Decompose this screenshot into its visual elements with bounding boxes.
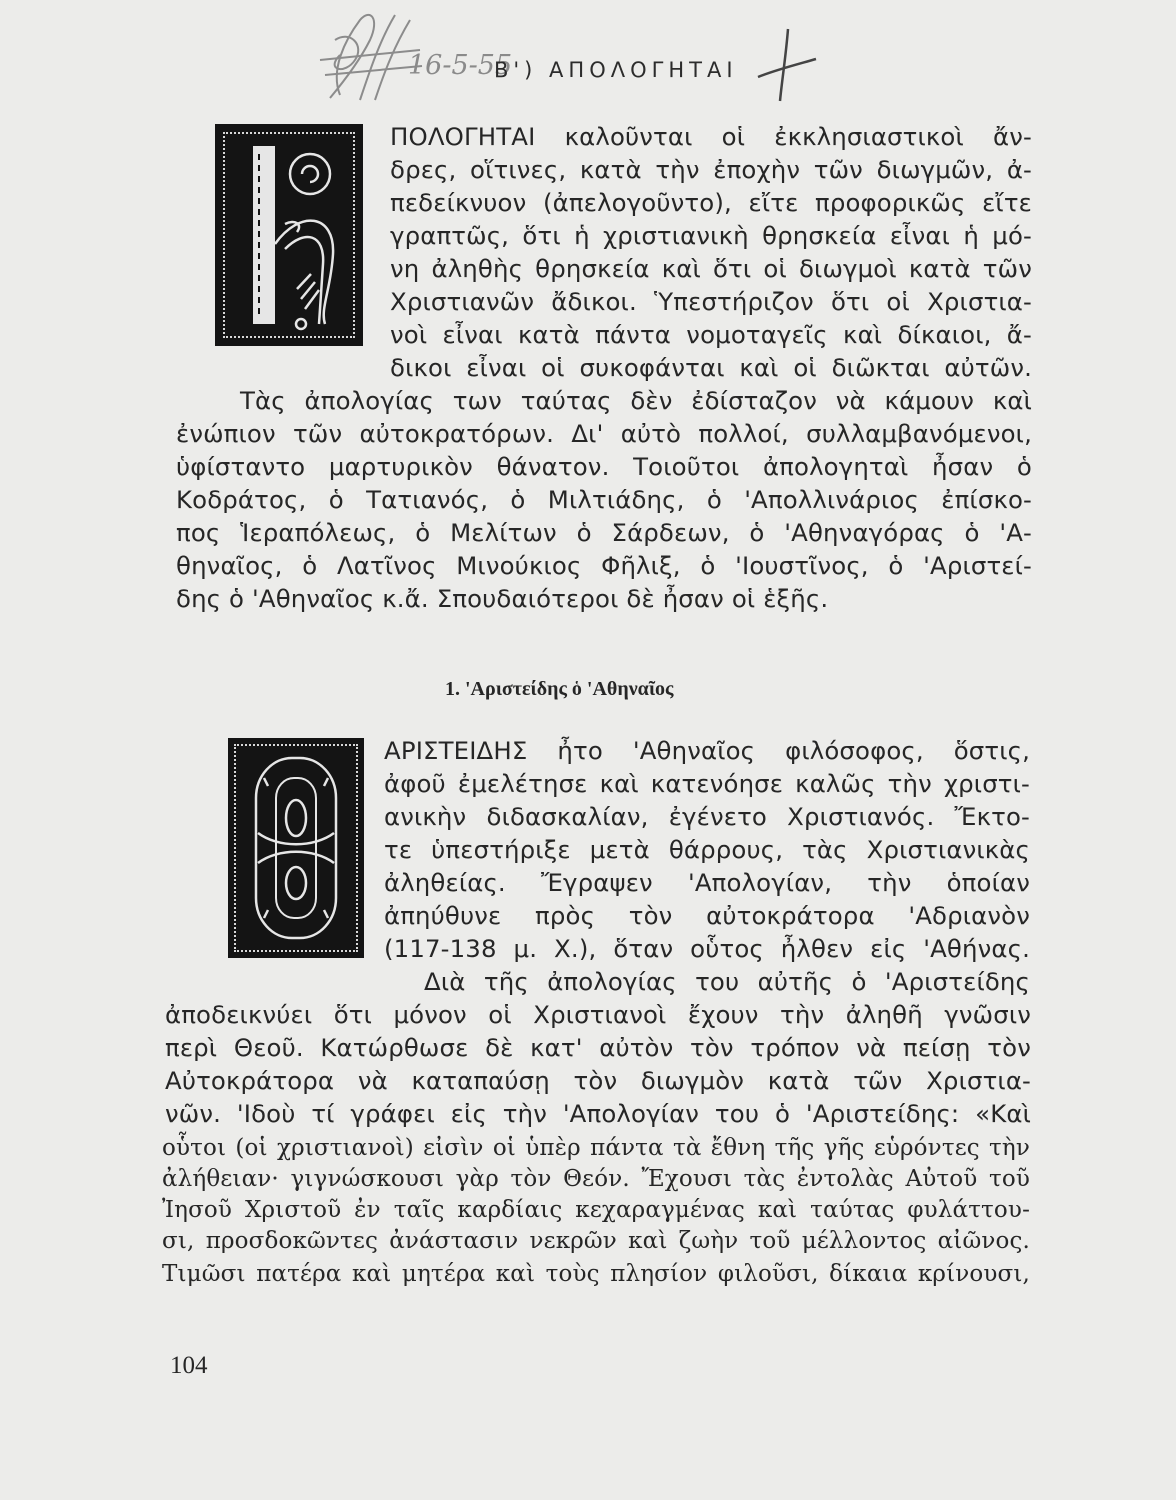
section-1-paragraph-line: Αὐτοκράτορα νὰ καταπαύσῃ τὸν διωγμὸν κατὰ τῶν Χριστια-: [165, 1066, 1031, 1095]
intro-paragraph-line: πος Ἱεραπόλεως, ὁ Μελίτων ὁ Σάρδεων, ὁ 'Αθηναγόρας ὁ 'Α-: [176, 518, 1032, 547]
section-1-paragraph-line: ἀφοῦ ἐμελέτησε καὶ κατενόησε καλῶς τὴν χριστι-: [384, 769, 1030, 798]
section-1-paragraph-line: ἀποδεικνύει ὅτι μόνον οἱ Χριστιανοὶ ἔχουν τὴν ἀληθῆ γνῶσιν: [165, 1000, 1031, 1029]
intro-paragraph-line: γραπτῶς, ὅτι ἡ χριστιανικὴ θρησκεία εἶναι ἡ μό-: [390, 221, 1032, 250]
intro-paragraph-line: νη ἀληθὴς θρησκεία καὶ ὅτι οἱ διωγμοὶ κατὰ τῶν: [390, 254, 1032, 283]
section-1-paragraph-line: Τιμῶσι πατέρα καὶ μητέρα καὶ τοὺς πλησίον φιλοῦσι, δίκαια κρίνουσι,: [162, 1261, 1030, 1287]
section-1-paragraph-line: ανικὴν διδασκαλίαν, ἐγένετο Χριστιανός. Ἔκτο-: [384, 802, 1030, 831]
section-1-paragraph-line: τε ὑπεστήριξε μετὰ θάρρους, τὰς Χριστιανικὰς: [384, 835, 1030, 864]
section-1-paragraph-line: νῶν. 'Ιδοὺ τί γράφει εἰς τὴν 'Απολογίαν του ὁ 'Αριστείδης: «Καὶ: [165, 1099, 1031, 1128]
intro-paragraph-line: Χριστιανῶν ἄδικοι. Ὑπεστήριζον ὅτι οἱ Χριστια-: [390, 287, 1032, 316]
page-header-title: Β') ΑΠΟΛΟΓΗΤΑΙ: [494, 58, 738, 82]
section-heading: 1. 'Αριστείδης ὁ 'Αθηναῖος: [445, 678, 674, 700]
section-1-paragraph-line: ΑΡΙΣΤΕΙΔΗΣ ἦτο 'Αθηναῖος φιλόσοφος, ὅστις,: [384, 736, 1030, 765]
intro-paragraph-line: δικοι εἶναι οἱ συκοφάνται καὶ οἱ διῶκται αὐτῶν.: [390, 353, 1032, 382]
section-1-paragraph-line: περὶ Θεοῦ. Κατώρθωσε δὲ κατ' αὐτὸν τὸν τρόπον νὰ πείσῃ τὸν: [165, 1033, 1031, 1062]
handwritten-cross-mark: [750, 25, 820, 105]
section-1-paragraph-line: οὗτοι (οἱ χριστιανοὶ) εἰσὶν οἱ ὑπὲρ πάντα τὰ ἔθνη τῆς γῆς εὑρόντες τὴν: [162, 1135, 1030, 1161]
intro-paragraph-line: ΠΟΛΟΓΗΤΑΙ καλοῦνται οἱ ἐκκλησιαστικοὶ ἄν-: [390, 122, 1032, 151]
section-1-paragraph-line: ἀλήθειαν· γιγνώσκουσι γὰρ τὸν Θεόν. Ἔχουσι τὰς ἐντολὰς Αὐτοῦ τοῦ: [162, 1166, 1030, 1192]
section-1-paragraph-line: ἀπηύθυνε πρὸς τὸν αὐτοκράτορα 'Αδριανὸν: [384, 901, 1030, 930]
intro-paragraph-line: Τὰς ἀπολογίας των ταύτας δὲν ἐδίσταζον νὰ κάμουν καὶ: [240, 386, 1032, 415]
handwritten-date: 16-5-55: [408, 50, 513, 81]
section-1-paragraph-line: ἀληθείας. Ἔγραψεν 'Απολογίαν, τὴν ὁποίαν: [384, 868, 1030, 897]
intro-paragraph-line: θηναῖος, ὁ Λατῖνος Μινούκιος Φῆλιξ, ὁ 'Ιουστῖνος, ὁ 'Αριστεί-: [176, 551, 1032, 580]
intro-paragraph-line: νοὶ εἶναι κατὰ πάντα νομοταγεῖς καὶ δίκαιοι, ἄ-: [390, 320, 1032, 349]
intro-paragraph-line: πεδείκνυον (ἀπελογοῦντο), εἴτε προφορικῶς εἴτε: [390, 188, 1032, 217]
intro-paragraph-line: ἐνώπιον τῶν αὐτοκρατόρων. Δι' αὐτὸ πολλοί, συλλαμβανόμενοι,: [176, 419, 1032, 448]
section-1-paragraph-line: (117-138 μ. Χ.), ὅταν οὗτος ἦλθεν εἰς 'Αθήνας.: [384, 934, 1030, 963]
section-1-paragraph-line: Ἰησοῦ Χριστοῦ ἐν ταῖς καρδίαις κεχαραγμένας καὶ ταύτας φυλάττου-: [162, 1197, 1030, 1223]
intro-paragraph-line: δρες, οἵτινες, κατὰ τὴν ἐποχὴν τῶν διωγμῶν, ἀ-: [390, 155, 1032, 184]
section-1-paragraph-line: σι, προσδοκῶντες ἀνάστασιν νεκρῶν καὶ ζωὴν τοῦ μέλλοντος αἰῶνος.: [162, 1228, 1030, 1254]
section-1-paragraph-line: Διὰ τῆς ἀπολογίας του αὐτῆς ὁ 'Αριστείδης: [424, 967, 1030, 996]
decorated-initial-omicron: [228, 738, 364, 958]
intro-paragraph-line: δης ὁ 'Αθηναῖος κ.ἄ. Σπουδαιότεροι δὲ ἦσαν οἱ ἑξῆς.: [176, 584, 829, 613]
page-number: 104: [170, 1352, 208, 1379]
decorated-initial-alpha: [215, 124, 363, 346]
intro-paragraph-line: Κοδράτος, ὁ Τατιανός, ὁ Μιλτιάδης, ὁ 'Απολλινάριος ἐπίσκο-: [176, 485, 1032, 514]
intro-paragraph-line: ὑφίσταντο μαρτυρικὸν θάνατον. Τοιοῦτοι ἀπολογηταὶ ἦσαν ὁ: [176, 452, 1032, 481]
